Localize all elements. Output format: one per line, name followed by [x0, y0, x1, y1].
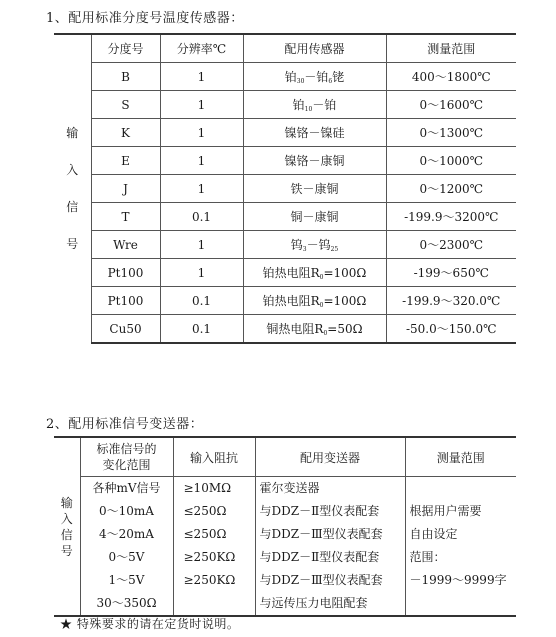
signal-item: 0～10mA — [99, 504, 154, 518]
signal-item: 各种mV信号 — [92, 481, 161, 495]
range-cell: 0～1200℃ — [386, 175, 516, 203]
header-range: 测量范围 — [386, 34, 516, 63]
range-cell: -50.0～150.0℃ — [386, 315, 516, 344]
input-signal-side-label: 输 入 信 号 — [54, 437, 80, 616]
range-cell: 0～1300℃ — [386, 119, 516, 147]
table-header-row — [54, 437, 516, 477]
transmitter-item: 与DDZ－Ⅲ型仪表配套 — [259, 527, 383, 541]
signal-list-cell — [80, 477, 173, 617]
code-cell: S — [91, 91, 160, 119]
signal-item: 1～5V — [108, 573, 145, 587]
transmitter-item: 与DDZ－Ⅲ型仪表配套 — [259, 573, 383, 587]
table-row — [54, 231, 516, 259]
temperature-sensor-table — [54, 33, 516, 344]
table-row — [54, 119, 516, 147]
range-cell: 400～1800℃ — [386, 63, 516, 91]
code-cell: Cu50 — [91, 315, 160, 344]
table-row — [54, 477, 516, 617]
transmitter-item: 与DDZ－Ⅱ型仪表配套 — [259, 504, 380, 518]
impedance-item: ≥250KΩ — [183, 550, 236, 564]
code-cell: K — [91, 119, 160, 147]
header-range: 测量范围 — [405, 437, 516, 477]
input-signal-side-label: 输 入 信 号 — [54, 34, 91, 343]
sensor-cell: 铂$_{30}$－铂$_6$铑 — [243, 63, 386, 91]
code-cell: E — [91, 147, 160, 175]
resolution-cell: 1 — [160, 147, 243, 175]
resolution-cell: 0.1 — [160, 287, 243, 315]
resolution-cell: 0.1 — [160, 203, 243, 231]
sensor-cell: 铜热电阻$R_0=50\Omega$ — [243, 315, 386, 344]
impedance-item: ≥250KΩ — [183, 573, 236, 587]
table-row — [54, 175, 516, 203]
transmitter-item: 与远传压力电阻配套 — [259, 596, 368, 610]
table-row — [54, 203, 516, 231]
range-cell: 0～1600℃ — [386, 91, 516, 119]
impedance-list-cell — [173, 477, 255, 617]
range-line: 自由设定 — [409, 527, 458, 541]
signal-transmitter-table — [54, 436, 516, 617]
signal-item: 4～20mA — [99, 527, 154, 541]
resolution-cell: 1 — [160, 259, 243, 287]
transmitter-item: 霍尔变送器 — [259, 481, 320, 495]
sensor-cell: 铂热电阻$R_0=100\Omega$ — [243, 259, 386, 287]
range-cell: -199.9～320.0℃ — [386, 287, 516, 315]
table-row — [54, 91, 516, 119]
code-cell: Pt100 — [91, 287, 160, 315]
section2-heading: 2、配用标准信号变送器： — [46, 417, 204, 432]
table-header-row — [54, 34, 516, 63]
resolution-cell: 1 — [160, 91, 243, 119]
sensor-cell: 铜－康铜 — [243, 203, 386, 231]
header-impedance: 输入阻抗 — [173, 437, 255, 477]
table-row — [54, 315, 516, 344]
impedance-item: ≥10MΩ — [183, 481, 232, 495]
range-line: 根据用户需要 — [409, 504, 482, 518]
range-description-cell — [405, 477, 516, 617]
header-transmitter: 配用变送器 — [255, 437, 405, 477]
code-cell: J — [91, 175, 160, 203]
sensor-cell: 镍铬－康铜 — [243, 147, 386, 175]
impedance-item: ≤250Ω — [183, 504, 227, 518]
special-requirements-note: ★ 特殊要求的请在定货时说明。 — [60, 617, 240, 631]
header-code: 分度号 — [91, 34, 160, 63]
range-cell: 0～2300℃ — [386, 231, 516, 259]
code-cell: T — [91, 203, 160, 231]
range-cell: -199～650℃ — [386, 259, 516, 287]
code-cell: Wre — [91, 231, 160, 259]
resolution-cell: 1 — [160, 231, 243, 259]
table-row — [54, 147, 516, 175]
signal-item: 0～5V — [108, 550, 145, 564]
range-line: 范围： — [409, 550, 446, 564]
resolution-cell: 1 — [160, 119, 243, 147]
table-row — [54, 259, 516, 287]
transmitter-list-cell — [255, 477, 405, 617]
resolution-cell: 0.1 — [160, 315, 243, 344]
sensor-cell: 铁－康铜 — [243, 175, 386, 203]
impedance-item: ≤250Ω — [183, 527, 227, 541]
signal-item: 30～350Ω — [96, 596, 157, 610]
resolution-cell: 1 — [160, 63, 243, 91]
range-cell: -199.9～3200℃ — [386, 203, 516, 231]
header-resolution: 分辨率℃ — [160, 34, 243, 63]
sensor-cell: 镍铬－镍硅 — [243, 119, 386, 147]
table-row — [54, 287, 516, 315]
sensor-cell: 钨$_3$－钨$_{25}$ — [243, 231, 386, 259]
sensor-cell: 铂$_{10}$－铂 — [243, 91, 386, 119]
resolution-cell: 1 — [160, 175, 243, 203]
code-cell: Pt100 — [91, 259, 160, 287]
table-row — [54, 63, 516, 91]
transmitter-item: 与DDZ－Ⅱ型仪表配套 — [259, 550, 380, 564]
code-cell: B — [91, 63, 160, 91]
range-cell: 0～1000℃ — [386, 147, 516, 175]
header-sensor: 配用传感器 — [243, 34, 386, 63]
header-signal-range: 标准信号的 变化范围 — [80, 437, 173, 477]
range-line: －1999～9999字 — [409, 573, 507, 587]
section1-heading: 1、配用标准分度号温度传感器： — [46, 11, 244, 26]
sensor-cell: 铂热电阻$R_0=100\Omega$ — [243, 287, 386, 315]
